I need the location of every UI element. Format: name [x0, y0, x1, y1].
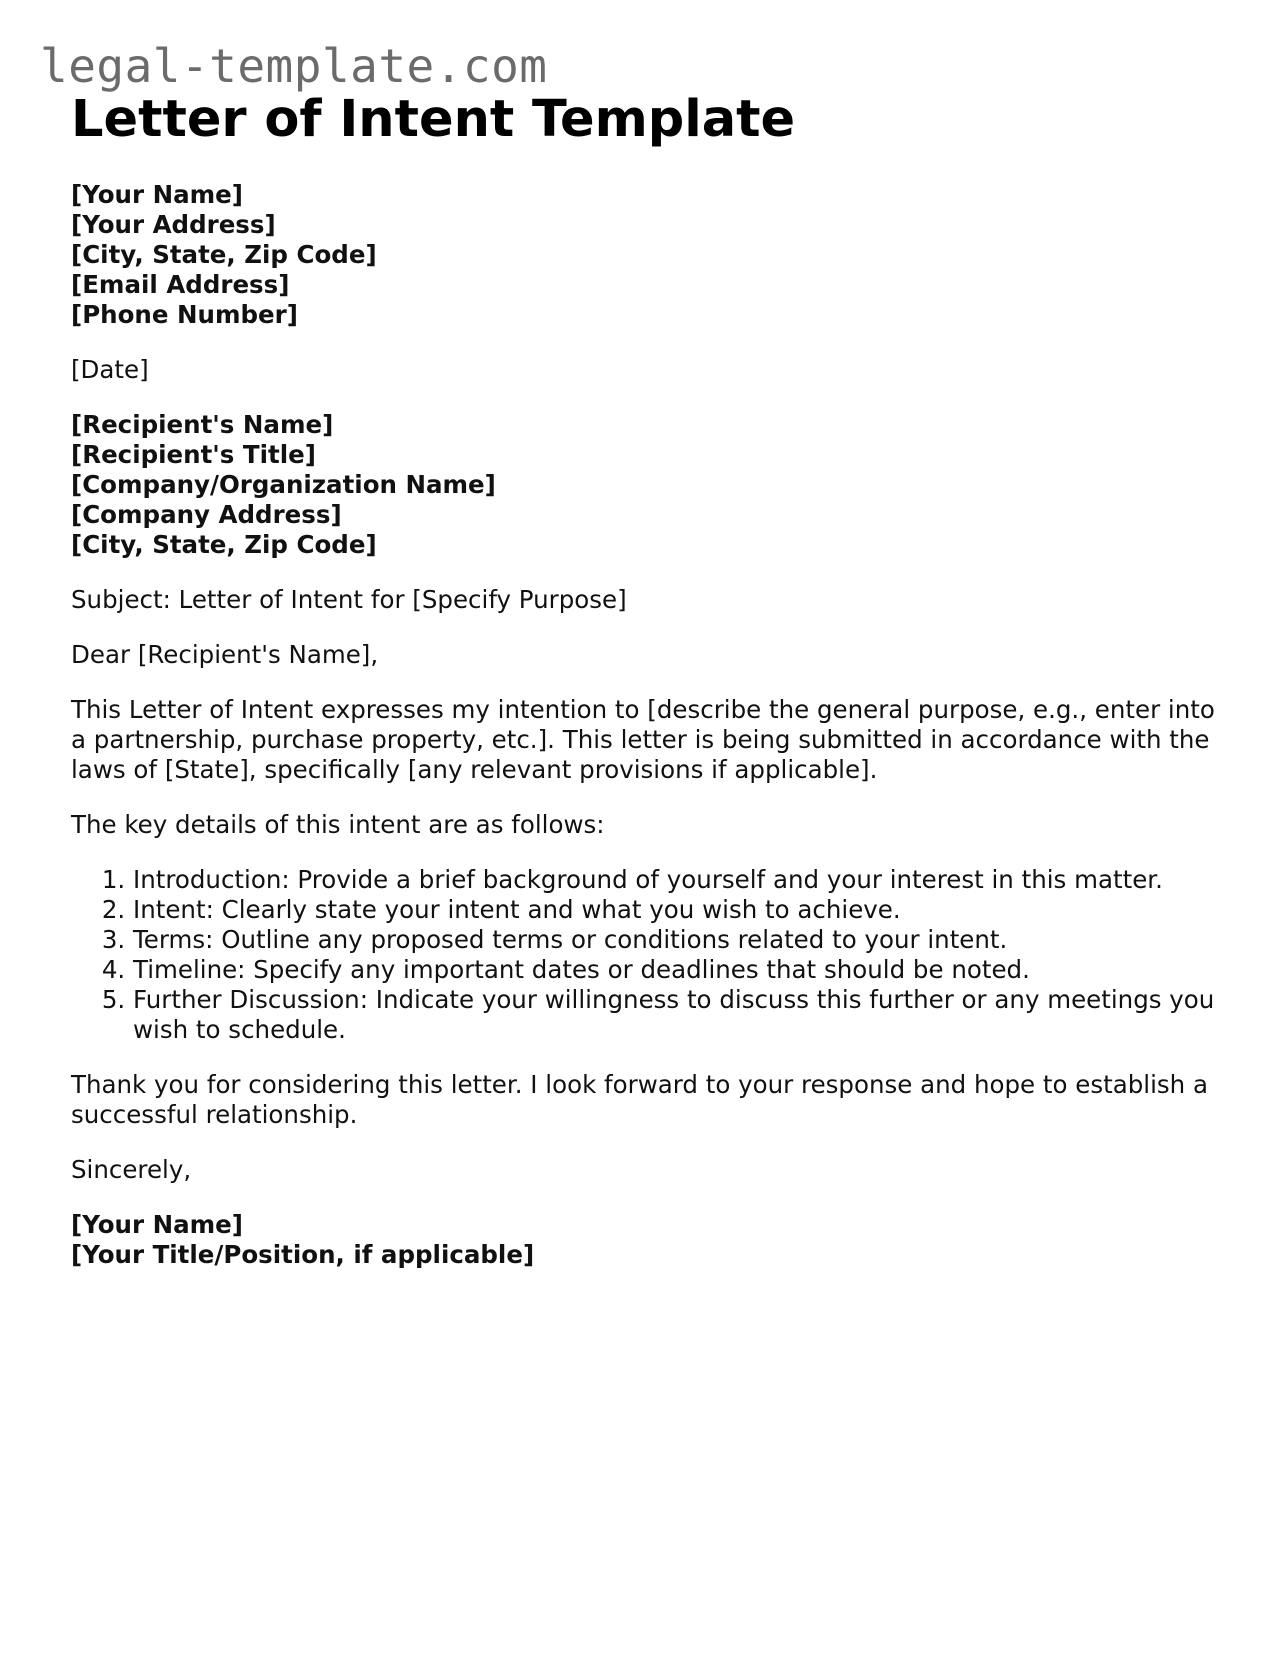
- salutation: Dear [Recipient's Name],: [71, 640, 379, 669]
- recipient-company: [Company/Organization Name]: [71, 470, 496, 499]
- signature-title: [Your Title/Position, if applicable]: [71, 1240, 535, 1269]
- intro-paragraph: This Letter of Intent expresses my intention to [describe the general purpose, e.g., enter into a partnership, purchase property, etc.]. This letter is being submitted in accordance with the laws of [State], specifically [any relevant provisions if applicable].: [71, 695, 1215, 784]
- list-item: 5. Further Discussion: Indicate your willingness to discuss this further or any meetings you wish to schedule.: [133, 985, 1221, 1045]
- watermark: legal-template.com: [40, 39, 548, 93]
- details-intro: The key details of this intent are as follows:: [71, 810, 605, 839]
- sender-address: [Your Address]: [71, 210, 276, 239]
- list-item: 1. Introduction: Provide a brief background of yourself and your interest in this matter.: [133, 865, 1221, 895]
- list-item: 4. Timeline: Specify any important dates or deadlines that should be noted.: [133, 955, 1221, 985]
- sender-name: [Your Name]: [71, 180, 243, 209]
- signature-block: [71, 1210, 1221, 1270]
- page-title: Letter of Intent Template: [71, 90, 796, 149]
- sender-email: [Email Address]: [71, 270, 290, 299]
- sender-block: [71, 180, 1221, 330]
- signature-name: [Your Name]: [71, 1210, 243, 1239]
- list-item: 3. Terms: Outline any proposed terms or conditions related to your intent.: [133, 925, 1221, 955]
- list-item: 2. Intent: Clearly state your intent and what you wish to achieve.: [133, 895, 1221, 925]
- recipient-name: [Recipient's Name]: [71, 410, 334, 439]
- recipient-city-state-zip: [City, State, Zip Code]: [71, 530, 377, 559]
- signoff: Sincerely,: [71, 1155, 192, 1184]
- recipient-block: [71, 410, 1221, 560]
- letter-document: [71, 90, 1221, 1270]
- subject-line: Subject: Letter of Intent for [Specify Purpose]: [71, 585, 627, 614]
- recipient-title: [Recipient's Title]: [71, 440, 316, 469]
- recipient-address: [Company Address]: [71, 500, 342, 529]
- sender-city-state-zip: [City, State, Zip Code]: [71, 240, 377, 269]
- closing-paragraph: Thank you for considering this letter. I look forward to your response and hope to establish a successful relationship.: [71, 1070, 1209, 1129]
- letter-date: [Date]: [71, 355, 149, 384]
- details-list: [71, 865, 1221, 1045]
- sender-phone: [Phone Number]: [71, 300, 298, 329]
